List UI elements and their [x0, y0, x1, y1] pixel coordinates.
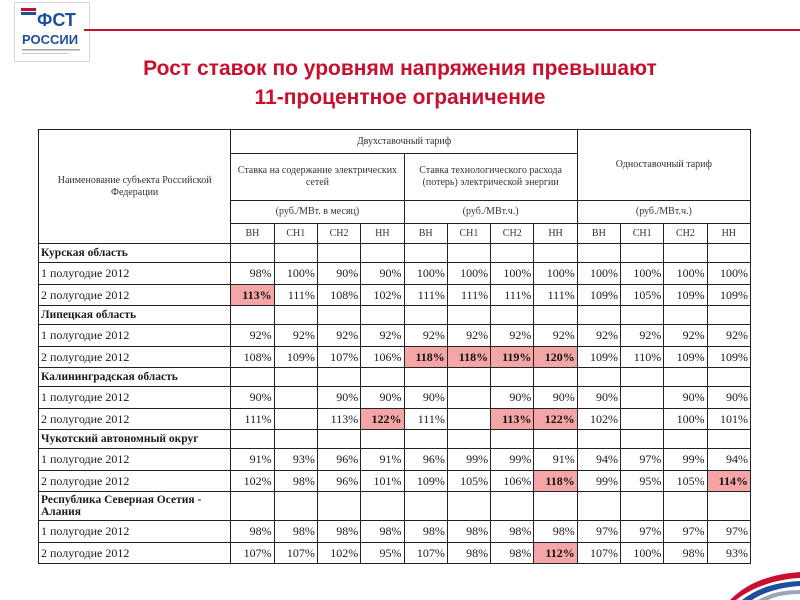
empty-cell [491, 244, 534, 263]
empty-cell [491, 430, 534, 449]
empty-cell [317, 306, 360, 325]
value-cell: 90% [231, 387, 274, 409]
decor-wave-icon [730, 570, 800, 600]
period-label: 1 полугодие 2012 [39, 263, 231, 285]
value-cell: 98% [447, 543, 490, 564]
empty-cell [447, 244, 490, 263]
empty-cell [231, 492, 274, 521]
value-cell: 100% [664, 263, 707, 285]
empty-cell [317, 368, 360, 387]
value-cell: 109% [664, 285, 707, 306]
empty-cell [274, 306, 317, 325]
value-cell: 109% [664, 347, 707, 368]
value-cell: 98% [361, 521, 404, 543]
value-cell [274, 387, 317, 409]
empty-cell [317, 492, 360, 521]
value-cell: 111% [231, 409, 274, 430]
value-cell: 111% [274, 285, 317, 306]
empty-cell [621, 244, 664, 263]
value-cell: 93% [707, 543, 750, 564]
level-header: НН [707, 224, 750, 244]
value-cell: 98% [664, 543, 707, 564]
empty-cell [231, 306, 274, 325]
empty-cell [274, 368, 317, 387]
empty-cell [447, 430, 490, 449]
empty-cell [447, 492, 490, 521]
value-cell: 90% [317, 263, 360, 285]
level-header: СН1 [447, 224, 490, 244]
empty-cell [274, 430, 317, 449]
page-title [0, 54, 800, 112]
empty-cell [361, 306, 404, 325]
value-cell: 92% [361, 325, 404, 347]
level-header: СН2 [317, 224, 360, 244]
table-row [39, 285, 751, 306]
level-header: СН1 [621, 224, 664, 244]
empty-cell [231, 430, 274, 449]
value-cell: 91% [534, 449, 577, 471]
value-cell: 100% [621, 263, 664, 285]
table-row [39, 387, 751, 409]
value-cell-highlighted: 119% [491, 347, 534, 368]
value-cell: 92% [404, 325, 447, 347]
empty-cell [361, 430, 404, 449]
empty-cell [231, 368, 274, 387]
level-header: НН [534, 224, 577, 244]
value-cell: 111% [404, 285, 447, 306]
value-cell: 110% [621, 347, 664, 368]
value-cell: 98% [447, 521, 490, 543]
value-cell: 90% [491, 387, 534, 409]
value-cell: 102% [577, 409, 620, 430]
level-header: ВН [231, 224, 274, 244]
empty-cell [404, 306, 447, 325]
header-unit-losses: (руб./МВт.ч.) [404, 201, 577, 224]
empty-cell [577, 306, 620, 325]
value-cell-highlighted: 120% [534, 347, 577, 368]
value-cell: 109% [577, 285, 620, 306]
empty-cell [707, 368, 750, 387]
value-cell: 107% [577, 543, 620, 564]
empty-cell [447, 368, 490, 387]
value-cell: 98% [534, 521, 577, 543]
value-cell: 100% [274, 263, 317, 285]
empty-cell [621, 306, 664, 325]
empty-cell [621, 430, 664, 449]
value-cell: 108% [317, 285, 360, 306]
value-cell: 97% [621, 521, 664, 543]
empty-cell [577, 492, 620, 521]
empty-cell [491, 306, 534, 325]
value-cell: 98% [491, 521, 534, 543]
level-header: ВН [577, 224, 620, 244]
empty-cell [707, 306, 750, 325]
value-cell [621, 409, 664, 430]
value-cell: 101% [361, 471, 404, 492]
value-cell: 90% [664, 387, 707, 409]
header-unit-one-part: (руб./МВт.ч.) [577, 201, 750, 224]
value-cell: 97% [707, 521, 750, 543]
value-cell: 92% [621, 325, 664, 347]
empty-cell [361, 368, 404, 387]
empty-cell [404, 244, 447, 263]
empty-cell [577, 430, 620, 449]
value-cell: 92% [317, 325, 360, 347]
value-cell: 90% [707, 387, 750, 409]
value-cell [274, 409, 317, 430]
value-cell: 92% [534, 325, 577, 347]
value-cell-highlighted: 112% [534, 543, 577, 564]
value-cell: 92% [707, 325, 750, 347]
table-row [39, 325, 751, 347]
header-network-rate: Ставка на содержание электрических сетей [231, 154, 404, 201]
value-cell: 90% [361, 387, 404, 409]
value-cell: 98% [404, 521, 447, 543]
period-label: 1 полугодие 2012 [39, 521, 231, 543]
logo-text-fst: ФСТ [37, 10, 76, 30]
value-cell: 109% [404, 471, 447, 492]
empty-cell [664, 492, 707, 521]
region-name: Курская область [39, 244, 231, 263]
level-header: СН1 [274, 224, 317, 244]
table-row [39, 409, 751, 430]
empty-cell [707, 244, 750, 263]
empty-cell [577, 244, 620, 263]
header-unit-network: (руб./МВт. в месяц) [231, 201, 404, 224]
period-label: 1 полугодие 2012 [39, 387, 231, 409]
empty-cell [664, 368, 707, 387]
value-cell-highlighted: 114% [707, 471, 750, 492]
level-header: СН2 [664, 224, 707, 244]
value-cell: 105% [664, 471, 707, 492]
empty-cell [664, 306, 707, 325]
value-cell: 90% [404, 387, 447, 409]
period-label: 1 полугодие 2012 [39, 325, 231, 347]
empty-cell [491, 492, 534, 521]
value-cell: 97% [664, 521, 707, 543]
table-row [39, 471, 751, 492]
value-cell: 97% [621, 449, 664, 471]
value-cell: 94% [707, 449, 750, 471]
empty-cell [534, 244, 577, 263]
empty-cell [621, 368, 664, 387]
title-line-2: 11-процентное ограничение [254, 86, 546, 109]
value-cell: 92% [447, 325, 490, 347]
level-header: НН [361, 224, 404, 244]
region-name: Липецкая область [39, 306, 231, 325]
period-label: 2 полугодие 2012 [39, 543, 231, 564]
value-cell: 99% [447, 449, 490, 471]
value-cell: 98% [274, 521, 317, 543]
value-cell [447, 387, 490, 409]
empty-cell [231, 244, 274, 263]
empty-cell [361, 244, 404, 263]
value-cell: 100% [664, 409, 707, 430]
empty-cell [534, 368, 577, 387]
value-cell: 99% [491, 449, 534, 471]
tariff-table [38, 129, 751, 564]
period-label: 2 полугодие 2012 [39, 285, 231, 306]
value-cell-highlighted: 118% [404, 347, 447, 368]
empty-cell [491, 368, 534, 387]
empty-cell [534, 306, 577, 325]
value-cell: 100% [404, 263, 447, 285]
value-cell: 90% [577, 387, 620, 409]
value-cell: 111% [447, 285, 490, 306]
table-row [39, 347, 751, 368]
value-cell: 98% [231, 263, 274, 285]
value-cell: 100% [491, 263, 534, 285]
value-cell: 100% [577, 263, 620, 285]
value-cell: 113% [317, 409, 360, 430]
value-cell: 90% [317, 387, 360, 409]
value-cell: 99% [664, 449, 707, 471]
value-cell: 102% [361, 285, 404, 306]
value-cell-highlighted: 113% [231, 285, 274, 306]
value-cell: 100% [534, 263, 577, 285]
value-cell: 92% [491, 325, 534, 347]
empty-cell [317, 430, 360, 449]
empty-cell [534, 430, 577, 449]
value-cell: 98% [317, 521, 360, 543]
value-cell: 101% [707, 409, 750, 430]
value-cell-highlighted: 113% [491, 409, 534, 430]
level-header: ВН [404, 224, 447, 244]
period-label: 2 полугодие 2012 [39, 347, 231, 368]
value-cell: 97% [577, 521, 620, 543]
value-cell: 100% [621, 543, 664, 564]
value-cell: 109% [707, 347, 750, 368]
value-cell: 98% [274, 471, 317, 492]
empty-cell [621, 492, 664, 521]
value-cell: 92% [664, 325, 707, 347]
value-cell: 107% [404, 543, 447, 564]
period-label: 2 полугодие 2012 [39, 471, 231, 492]
value-cell: 107% [231, 543, 274, 564]
value-cell: 94% [577, 449, 620, 471]
value-cell: 109% [274, 347, 317, 368]
value-cell: 100% [707, 263, 750, 285]
value-cell: 105% [621, 285, 664, 306]
value-cell: 102% [317, 543, 360, 564]
region-name: Республика Северная Осетия - Алания [39, 492, 231, 521]
empty-cell [274, 492, 317, 521]
empty-cell [664, 430, 707, 449]
table-row [39, 543, 751, 564]
value-cell: 96% [317, 471, 360, 492]
value-cell: 111% [404, 409, 447, 430]
value-cell: 91% [231, 449, 274, 471]
level-header: СН2 [491, 224, 534, 244]
value-cell: 92% [577, 325, 620, 347]
empty-cell [707, 430, 750, 449]
period-label: 1 полугодие 2012 [39, 449, 231, 471]
value-cell: 100% [447, 263, 490, 285]
empty-cell [534, 492, 577, 521]
value-cell-highlighted: 118% [447, 347, 490, 368]
title-line-1: Рост ставок по уровням напряжения превышают [143, 57, 657, 80]
value-cell: 106% [361, 347, 404, 368]
empty-cell [447, 306, 490, 325]
value-cell: 90% [361, 263, 404, 285]
region-name: Чукотский автономный округ [39, 430, 231, 449]
table-row [39, 263, 751, 285]
value-cell: 92% [231, 325, 274, 347]
header-red-line [84, 29, 800, 31]
value-cell: 105% [447, 471, 490, 492]
value-cell: 91% [361, 449, 404, 471]
value-cell: 98% [231, 521, 274, 543]
fst-logo [14, 2, 90, 62]
value-cell: 102% [231, 471, 274, 492]
empty-cell [664, 244, 707, 263]
header-region: Наименование субъекта Российской Федерации [39, 130, 231, 244]
value-cell: 109% [577, 347, 620, 368]
empty-cell [577, 368, 620, 387]
empty-cell [317, 244, 360, 263]
value-cell: 99% [577, 471, 620, 492]
empty-cell [361, 492, 404, 521]
header-one-part-tariff: Одноставочный тариф [577, 130, 750, 201]
value-cell [621, 387, 664, 409]
header-two-part-tariff: Двухставочный тариф [231, 130, 577, 154]
table-row [39, 521, 751, 543]
value-cell: 98% [491, 543, 534, 564]
value-cell: 95% [621, 471, 664, 492]
empty-cell [404, 430, 447, 449]
empty-cell [707, 492, 750, 521]
value-cell: 96% [317, 449, 360, 471]
header-losses-rate: Ставка технологического расхода (потерь) электрической энергии [404, 154, 577, 201]
value-cell-highlighted: 118% [534, 471, 577, 492]
region-name: Калининградская область [39, 368, 231, 387]
table-row [39, 449, 751, 471]
value-cell: 107% [274, 543, 317, 564]
value-cell: 111% [534, 285, 577, 306]
value-cell: 93% [274, 449, 317, 471]
value-cell: 111% [491, 285, 534, 306]
value-cell: 107% [317, 347, 360, 368]
value-cell-highlighted: 122% [534, 409, 577, 430]
empty-cell [274, 244, 317, 263]
empty-cell [404, 492, 447, 521]
value-cell: 95% [361, 543, 404, 564]
value-cell: 96% [404, 449, 447, 471]
logo-text-russia: РОССИИ [22, 32, 79, 47]
value-cell: 106% [491, 471, 534, 492]
period-label: 2 полугодие 2012 [39, 409, 231, 430]
value-cell-highlighted: 122% [361, 409, 404, 430]
empty-cell [404, 368, 447, 387]
value-cell: 90% [534, 387, 577, 409]
value-cell: 108% [231, 347, 274, 368]
value-cell: 109% [707, 285, 750, 306]
value-cell [447, 409, 490, 430]
value-cell: 92% [274, 325, 317, 347]
